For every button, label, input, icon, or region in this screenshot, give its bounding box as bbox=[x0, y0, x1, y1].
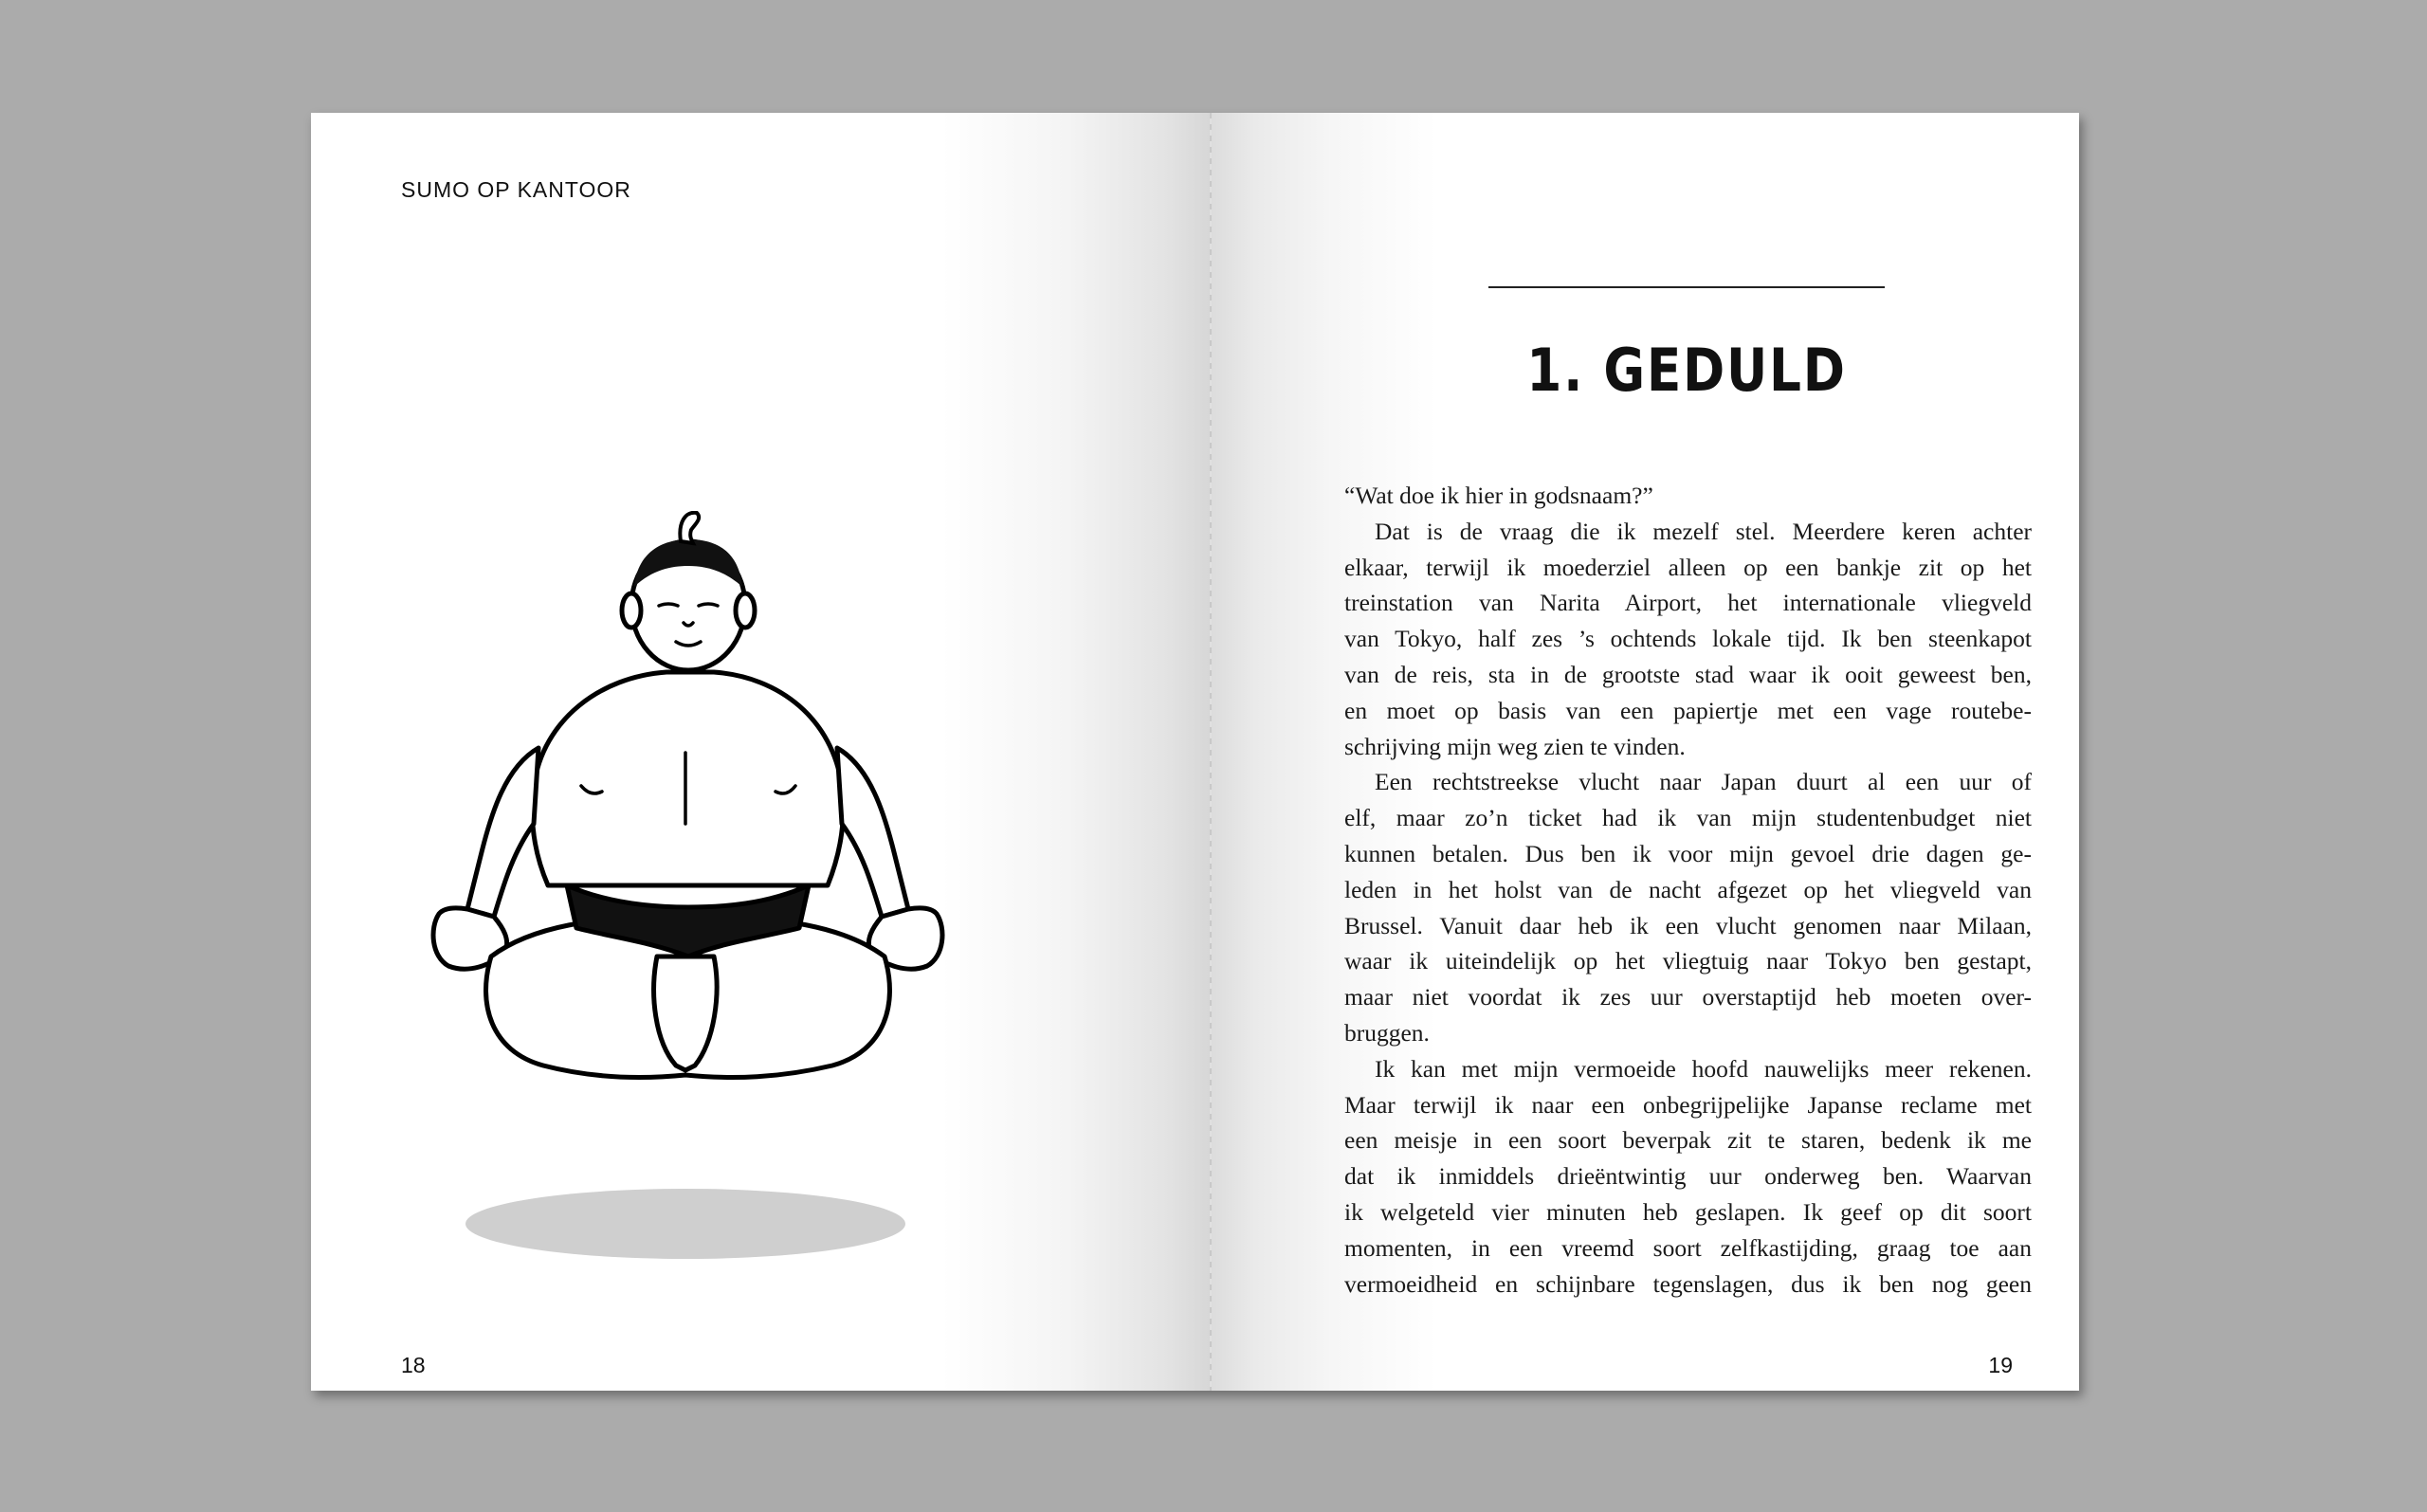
right-page bbox=[1212, 113, 2079, 1391]
page-number-right: 19 bbox=[1988, 1353, 2013, 1377]
text-line: vermoeidheid en schijnbare tegenslagen, dus ik ben nog geen bbox=[1344, 1269, 2032, 1298]
page-number-left: 18 bbox=[401, 1353, 426, 1377]
chapter-rule bbox=[1488, 286, 1885, 288]
text-line: momenten, in een vreemd soort zelfkastijding, graag toe aan bbox=[1344, 1233, 2032, 1262]
text-line: elkaar, terwijl ik moederziel alleen op een bankje zit op het bbox=[1344, 553, 2032, 581]
running-head: SUMO OP KANTOOR bbox=[401, 177, 631, 202]
text-line: treinstation van Narita Airport, het internationale vliegveld bbox=[1344, 589, 2032, 617]
text-line: dat ik inmiddels drieëntwintig uur onderweg ben. Waarvan bbox=[1344, 1162, 2032, 1191]
text-line: elf, maar zo’n ticket had ik van mijn studentenbudget niet bbox=[1344, 804, 2032, 832]
text-line: Ik kan met mijn vermoeide hoofd nauwelijks meer rekenen. bbox=[1375, 1054, 2032, 1083]
text-line: leden in het holst van de nacht afgezet op het vliegveld van bbox=[1344, 875, 2032, 903]
text-line: van Tokyo, half zes ’s ochtends lokale tijd. Ik ben steenkapot bbox=[1344, 625, 2032, 653]
sumo-wrestler-meditating-icon bbox=[401, 511, 1103, 1364]
text-line: bruggen. bbox=[1344, 1018, 1430, 1047]
text-line: Een rechtstreekse vlucht naar Japan duurt al een uur of bbox=[1375, 768, 2032, 796]
text-line: ik welgeteld vier minuten heb geslapen. Ik geef op dit soort bbox=[1344, 1197, 2032, 1226]
chapter-title: 1. GEDULD bbox=[1526, 336, 1847, 405]
book-spread bbox=[311, 113, 2079, 1391]
text-line: waar ik uiteindelijk op het vliegtuig naar Tokyo ben gestapt, bbox=[1344, 947, 2032, 975]
text-line: Dat is de vraag die ik mezelf stel. Meerdere keren achter bbox=[1375, 517, 2032, 545]
floor-shadow bbox=[465, 1189, 905, 1259]
text-line: en moet op basis van een papiertje met een vage routebe- bbox=[1344, 696, 2032, 724]
text-line: maar niet voordat ik zes uur overstaptijd heb moeten over- bbox=[1344, 983, 2032, 1011]
chapter-body bbox=[1344, 478, 2032, 1302]
text-line: kunnen betalen. Dus ben ik voor mijn gevoel drie dagen ge- bbox=[1344, 839, 2032, 867]
text-line: schrijving mijn weg zien te vinden. bbox=[1344, 732, 1686, 760]
text-line: van de reis, sta in de grootste stad waar ik ooit geweest ben, bbox=[1344, 660, 2032, 688]
text-line: Brussel. Vanuit daar heb ik een vlucht genomen naar Milaan, bbox=[1344, 911, 2032, 939]
left-page bbox=[311, 113, 1212, 1391]
text-line: “Wat doe ik hier in godsnaam?” bbox=[1344, 482, 1653, 509]
text-line: een meisje in een soort beverpak zit te staren, bedenk ik me bbox=[1344, 1126, 2032, 1155]
text-line: Maar terwijl ik naar een onbegrijpelijke Japanse reclame met bbox=[1344, 1090, 2032, 1119]
